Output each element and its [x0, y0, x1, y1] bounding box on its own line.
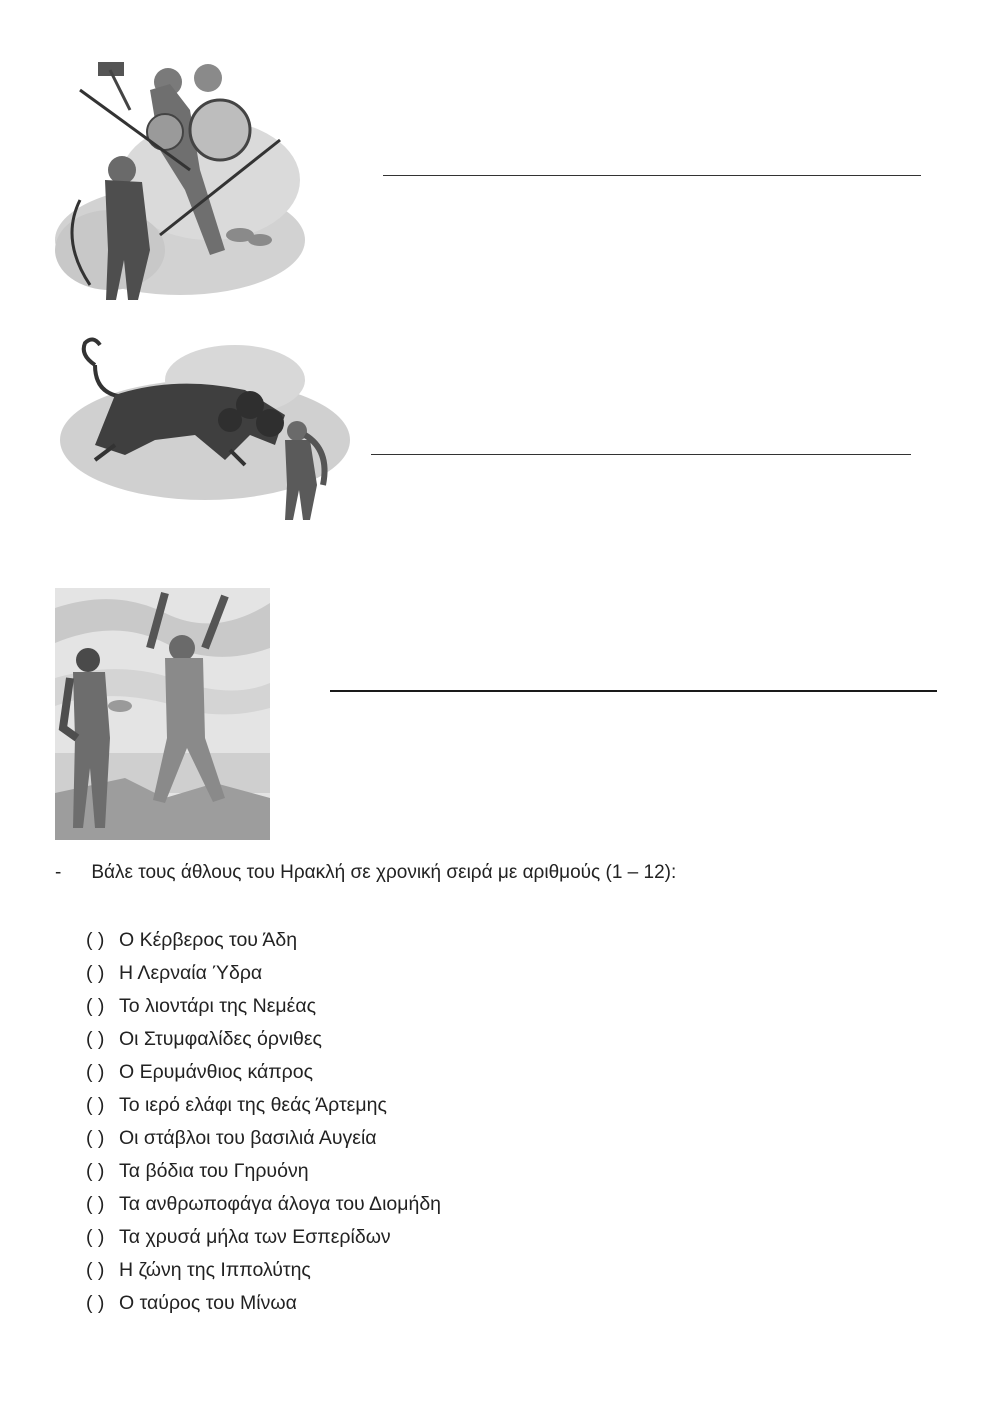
number-box[interactable]: ( )	[86, 1193, 105, 1215]
number-box[interactable]: ( )	[86, 1127, 105, 1149]
number-box[interactable]: ( )	[86, 1094, 105, 1116]
number-box[interactable]: ( )	[86, 962, 105, 984]
answer-line-1[interactable]	[383, 175, 921, 176]
instruction-bullet: -	[55, 862, 62, 883]
labor-label: Ο Κέρβερος του Άδη	[119, 929, 298, 951]
list-item	[86, 1223, 441, 1256]
number-box[interactable]: ( )	[86, 1226, 105, 1248]
number-box[interactable]: ( )	[86, 929, 105, 951]
list-item	[86, 992, 441, 1025]
labor-label: Ο ταύρος του Μίνωα	[119, 1292, 297, 1314]
instruction-text: Βάλε τους άθλους του Ηρακλή σε χρονική σειρά με αριθμούς (1 – 12):	[91, 862, 677, 883]
exercise-instruction	[55, 862, 676, 884]
labor-label: Οι Στυμφαλίδες όρνιθες	[119, 1028, 322, 1050]
list-item	[86, 1091, 441, 1124]
atlas-illustration	[55, 588, 270, 840]
labor-label: Τα βόδια του Γηρυόνη	[119, 1160, 309, 1182]
answer-line-2[interactable]	[371, 454, 911, 455]
list-item	[86, 1190, 441, 1223]
labor-label: Το λιοντάρι της Νεμέας	[119, 995, 316, 1017]
heracles-vs-warriors-illustration	[50, 50, 310, 305]
number-box[interactable]: ( )	[86, 1292, 105, 1314]
labor-label: Τα ανθρωποφάγα άλογα του Διομήδη	[119, 1193, 442, 1215]
answer-line-3[interactable]	[330, 690, 937, 692]
labor-label: Ο Ερυμάνθιος κάπρος	[119, 1061, 314, 1083]
number-box[interactable]: ( )	[86, 1160, 105, 1182]
labor-label: Τα χρυσά μήλα των Εσπερίδων	[119, 1226, 391, 1248]
number-box[interactable]: ( )	[86, 1061, 105, 1083]
cerberus-illustration	[55, 335, 355, 530]
labor-label: Το ιερό ελάφι της θεάς Άρτεμης	[119, 1094, 387, 1116]
list-item	[86, 1058, 441, 1091]
list-item	[86, 926, 441, 959]
labor-label: Οι στάβλοι του βασιλιά Αυγεία	[119, 1127, 377, 1149]
list-item	[86, 1124, 441, 1157]
list-item	[86, 1256, 441, 1289]
list-item	[86, 959, 441, 992]
number-box[interactable]: ( )	[86, 1259, 105, 1281]
list-item	[86, 1025, 441, 1058]
labor-label: Η ζώνη της Ιππολύτης	[119, 1259, 311, 1281]
labor-label: Η Λερναία Ύδρα	[119, 962, 263, 984]
list-item	[86, 1157, 441, 1190]
labors-list	[86, 926, 441, 1322]
number-box[interactable]: ( )	[86, 1028, 105, 1050]
number-box[interactable]: ( )	[86, 995, 105, 1017]
list-item	[86, 1289, 441, 1322]
